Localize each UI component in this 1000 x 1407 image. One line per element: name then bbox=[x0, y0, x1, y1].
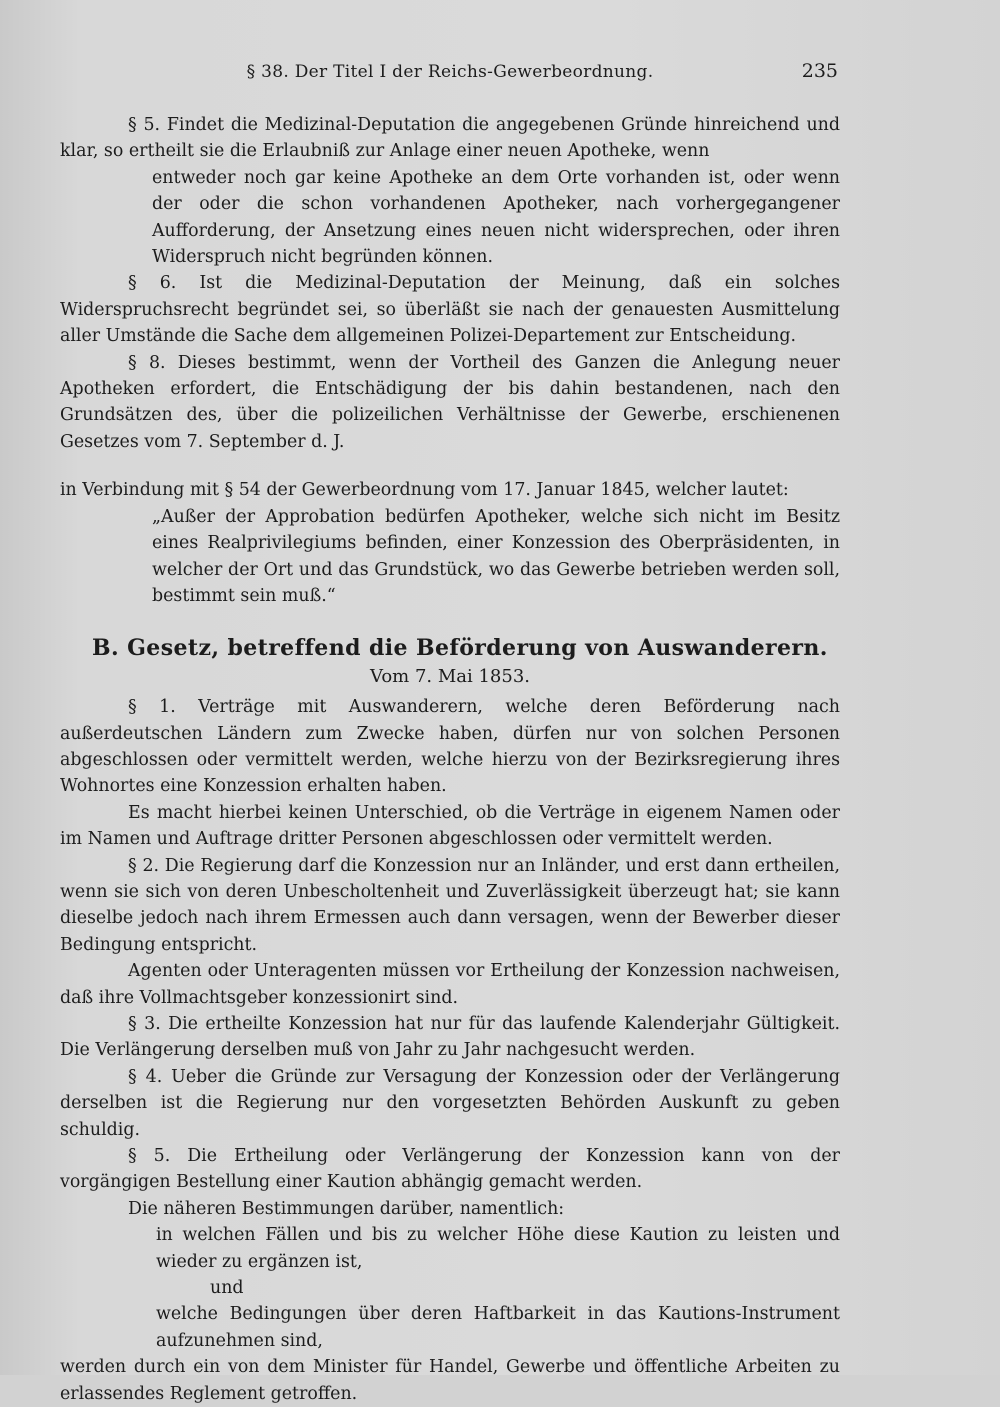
paragraph-4: § 4. Ueber die Gründe zur Versagung der Konzession oder der Verlängerung derselben ist die Regierung nur den vorgesetzten Behörden Auskunft zu geben schuldig. bbox=[60, 1066, 840, 1140]
paragraph-5-kaution: § 5. Die Ertheilung oder Verlängerung der Konzession kann von der vorgängigen Bestellung einer Kaution abhängig gemacht werden. bbox=[60, 1146, 840, 1193]
paragraph-6: § 6. Ist die Medizinal-Deputation der Meinung, daß ein solches Widerspruchsrecht begründet sei, so überläßt sie nach der genauesten Ausmittelung aller Umstände die Sache dem allgemeinen Polizei-Departement zur Entscheidung. bbox=[60, 273, 840, 347]
document-body bbox=[60, 112, 840, 1407]
paragraph-8: § 8. Dieses bestimmt, wenn der Vortheil des Ganzen die Anlegung neuer Apotheken erfordert, die Entschädigung der bis dahin bestandenen, nach den Grundsätzen des, über die polizeilichen Verhältnisse der Gewerbe, erschienenen Gesetzes vom 7. September d. J. bbox=[60, 352, 840, 452]
paragraph-3: § 3. Die ertheilte Konzession hat nur für das laufende Kalenderjahr Gültigkeit. Die Verlängerung derselben muß von Jahr zu Jahr nachgesucht werden. bbox=[60, 1014, 840, 1061]
quoted-paragraph: „Außer der Approbation bedürfen Apotheker, welche sich nicht im Besitz eines Realprivilegiums befinden, einer Konzession des Oberpräsidenten, in welcher der Ort und das Grundstück, wo das Gewerbe betrieben werden soll, bestimmt sein muß.“ bbox=[152, 506, 840, 606]
paragraph-2-continued: Agenten oder Unteragenten müssen vor Ertheilung der Konzession nachweisen, daß ihre Vollmachtsgeber konzessionirt sind. bbox=[60, 961, 840, 1008]
page-number: 235 bbox=[801, 60, 838, 82]
paragraph-5-details: Die näheren Bestimmungen darüber, namentlich: bbox=[128, 1198, 565, 1219]
section-date: Vom 7. Mai 1853. bbox=[369, 665, 531, 687]
paragraph-1: § 1. Verträge mit Auswanderern, welche deren Beförderung nach außerdeutschen Ländern zum Zwecke haben, dürfen nur von solchen Personen abgeschlossen oder vermittelt werden, welche hierzu von der Bezirksregierung ihres Wohnortes eine Konzession erhalten haben. bbox=[60, 697, 840, 797]
conjunction-und: und bbox=[210, 1278, 244, 1299]
paragraph-1-continued: Es macht hierbei keinen Unterschied, ob die Verträge in eigenem Namen oder im Namen und Auftrage dritter Personen abgeschlossen oder vermittelt werden. bbox=[60, 802, 840, 850]
running-head: § 38. Der Titel I der Reichs-Gewerbeordnung. bbox=[246, 62, 654, 82]
section-heading: B. Gesetz, betreffend die Beförderung von Auswanderern. bbox=[92, 635, 828, 662]
paragraph-2: § 2. Die Regierung darf die Konzession nur an Inländer, und erst dann ertheilen, wenn sie sich von deren Unbescholtenheit und Zuverlässigkeit überzeugt hat; sie kann dieselbe jedoch nach ihrem Ermessen auch dann versagen, wenn der Bewerber dieser Bedingung entspricht. bbox=[60, 855, 840, 955]
paragraph-5-medizinal: § 5. Findet die Medizinal-Deputation die angegebenen Gründe hinreichend und klar, so ertheilt sie die Erlaubniß zur Anlage einer neuen Apotheke, wenn bbox=[60, 115, 840, 162]
detail-item-2: welche Bedingungen über deren Haftbarkeit in das Kautions-Instrument aufzunehmen sind, bbox=[156, 1304, 840, 1351]
closing-paragraph: werden durch ein von dem Minister für Handel, Gewerbe und öffentliche Arbeiten zu erlassendes Reglement getroffen. bbox=[60, 1357, 840, 1404]
detail-item-1: in welchen Fällen und bis zu welcher Höhe diese Kaution zu leisten und wieder zu ergänzen ist, bbox=[156, 1225, 840, 1272]
condition-item: entweder noch gar keine Apotheke an dem Orte vorhanden ist, oder wenn der oder die schon vorhandenen Apotheker, nach vorhergegangener Aufforderung, der Ansetzung eines neuen nicht widersprechen, oder ihren Widerspruch nicht begründen können. bbox=[152, 167, 840, 268]
reference-line: in Verbindung mit § 54 der Gewerbeordnung vom 17. Januar 1845, welcher lautet: bbox=[60, 480, 789, 501]
